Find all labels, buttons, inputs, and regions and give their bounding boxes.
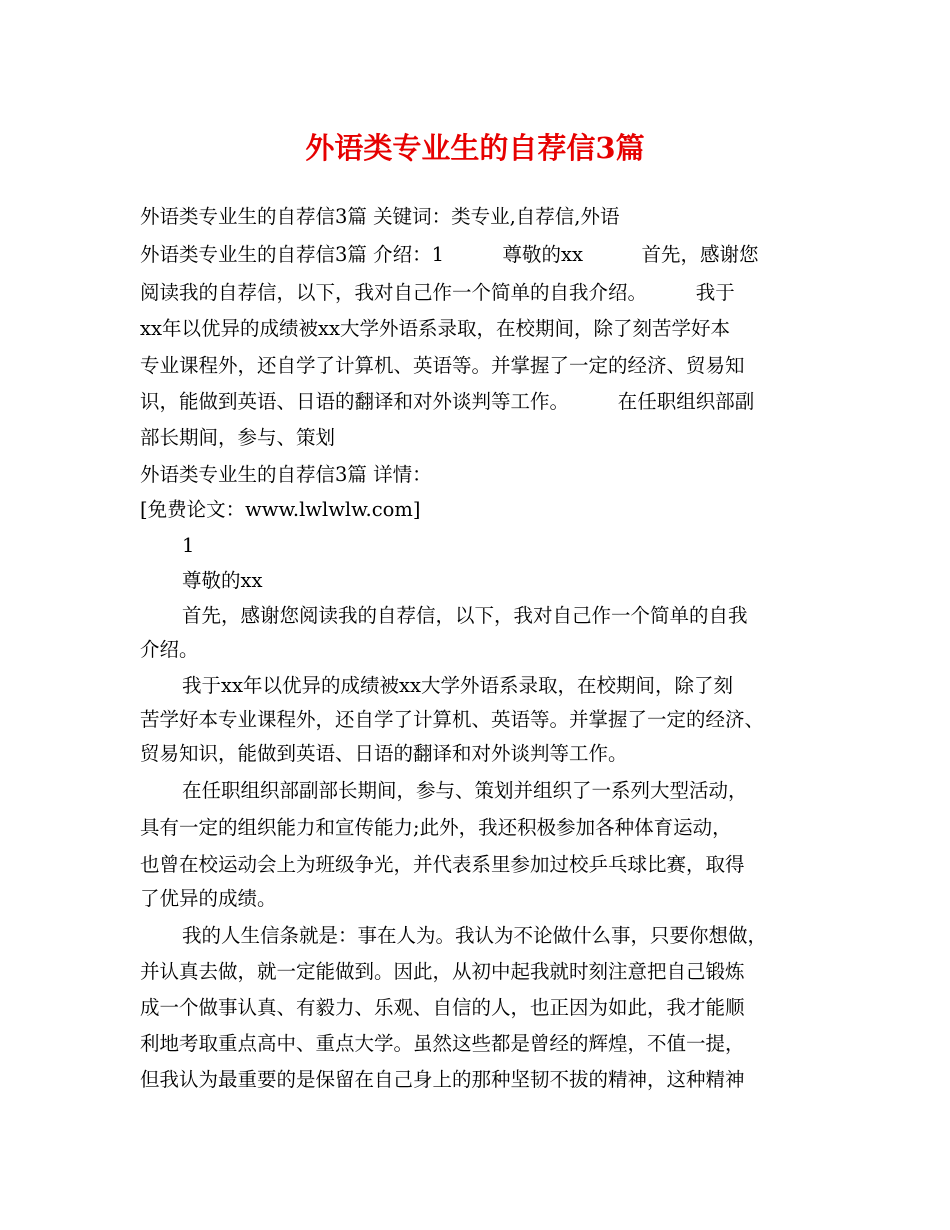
- body-line: 我的人生信条就是：事在人为。我认为不论做什么事，只要你想做，: [182, 924, 768, 947]
- intro-line: 部长期间，参与、策划: [140, 426, 336, 449]
- source-line: [免费论文：www.lwlwlw.com]: [140, 498, 421, 521]
- intro-line: 外语类专业生的自荐信3篇 介绍：1 尊敬的xx 首先，感谢您: [140, 243, 759, 266]
- body-line: 在任职组织部副部长期间，参与、策划并组织了一系列大型活动，: [182, 779, 748, 802]
- body-line: 介绍。: [140, 638, 199, 661]
- body-line: 也曾在校运动会上为班级争光，并代表系里参加过校乒乓球比赛，取得: [140, 853, 745, 876]
- body-line: 具有一定的组织能力和宣传能力;此外，我还积极参加各种体育运动，: [140, 816, 732, 839]
- keywords-line: 外语类专业生的自荐信3篇 关键词：类专业,自荐信,外语: [140, 205, 620, 228]
- intro-line: xx年以优异的成绩被xx大学外语系录取，在校期间，除了刻苦学好本: [140, 317, 730, 340]
- letter-salutation: 尊敬的xx: [182, 569, 263, 592]
- letter-number: 1: [182, 534, 195, 557]
- body-line: 了优异的成绩。: [140, 887, 277, 910]
- body-line: 首先，感谢您阅读我的自荐信，以下，我对自己作一个简单的自我: [182, 604, 748, 627]
- intro-line: 阅读我的自荐信，以下，我对自己作一个简单的自我介绍。 我于: [140, 281, 735, 304]
- document-title: 外语类专业生的自荐信3篇: [305, 131, 645, 165]
- body-line: 并认真去做，就一定能做到。因此，从初中起我就时刻注意把自己锻炼: [140, 960, 745, 983]
- body-line: 但我认为最重要的是保留在自己身上的那种坚韧不拔的精神，这种精神: [140, 1068, 745, 1091]
- body-line: 成一个做事认真、有毅力、乐观、自信的人，也正因为如此，我才能顺: [140, 996, 745, 1019]
- body-line: 利地考取重点高中、重点大学。虽然这些都是曾经的辉煌，不值一提，: [140, 1032, 745, 1055]
- body-line: 我于xx年以优异的成绩被xx大学外语系录取，在校期间，除了刻: [182, 674, 733, 697]
- details-heading: 外语类专业生的自荐信3篇 详情：: [140, 463, 432, 486]
- body-line: 贸易知识，能做到英语、日语的翻译和对外谈判等工作。: [140, 742, 628, 765]
- body-line: 苦学好本专业课程外，还自学了计算机、英语等。并掌握了一定的经济、: [140, 708, 765, 731]
- intro-line: 识，能做到英语、日语的翻译和对外谈判等工作。 在任职组织部副: [140, 390, 755, 413]
- intro-line: 专业课程外，还自学了计算机、英语等。并掌握了一定的经济、贸易知: [140, 354, 745, 377]
